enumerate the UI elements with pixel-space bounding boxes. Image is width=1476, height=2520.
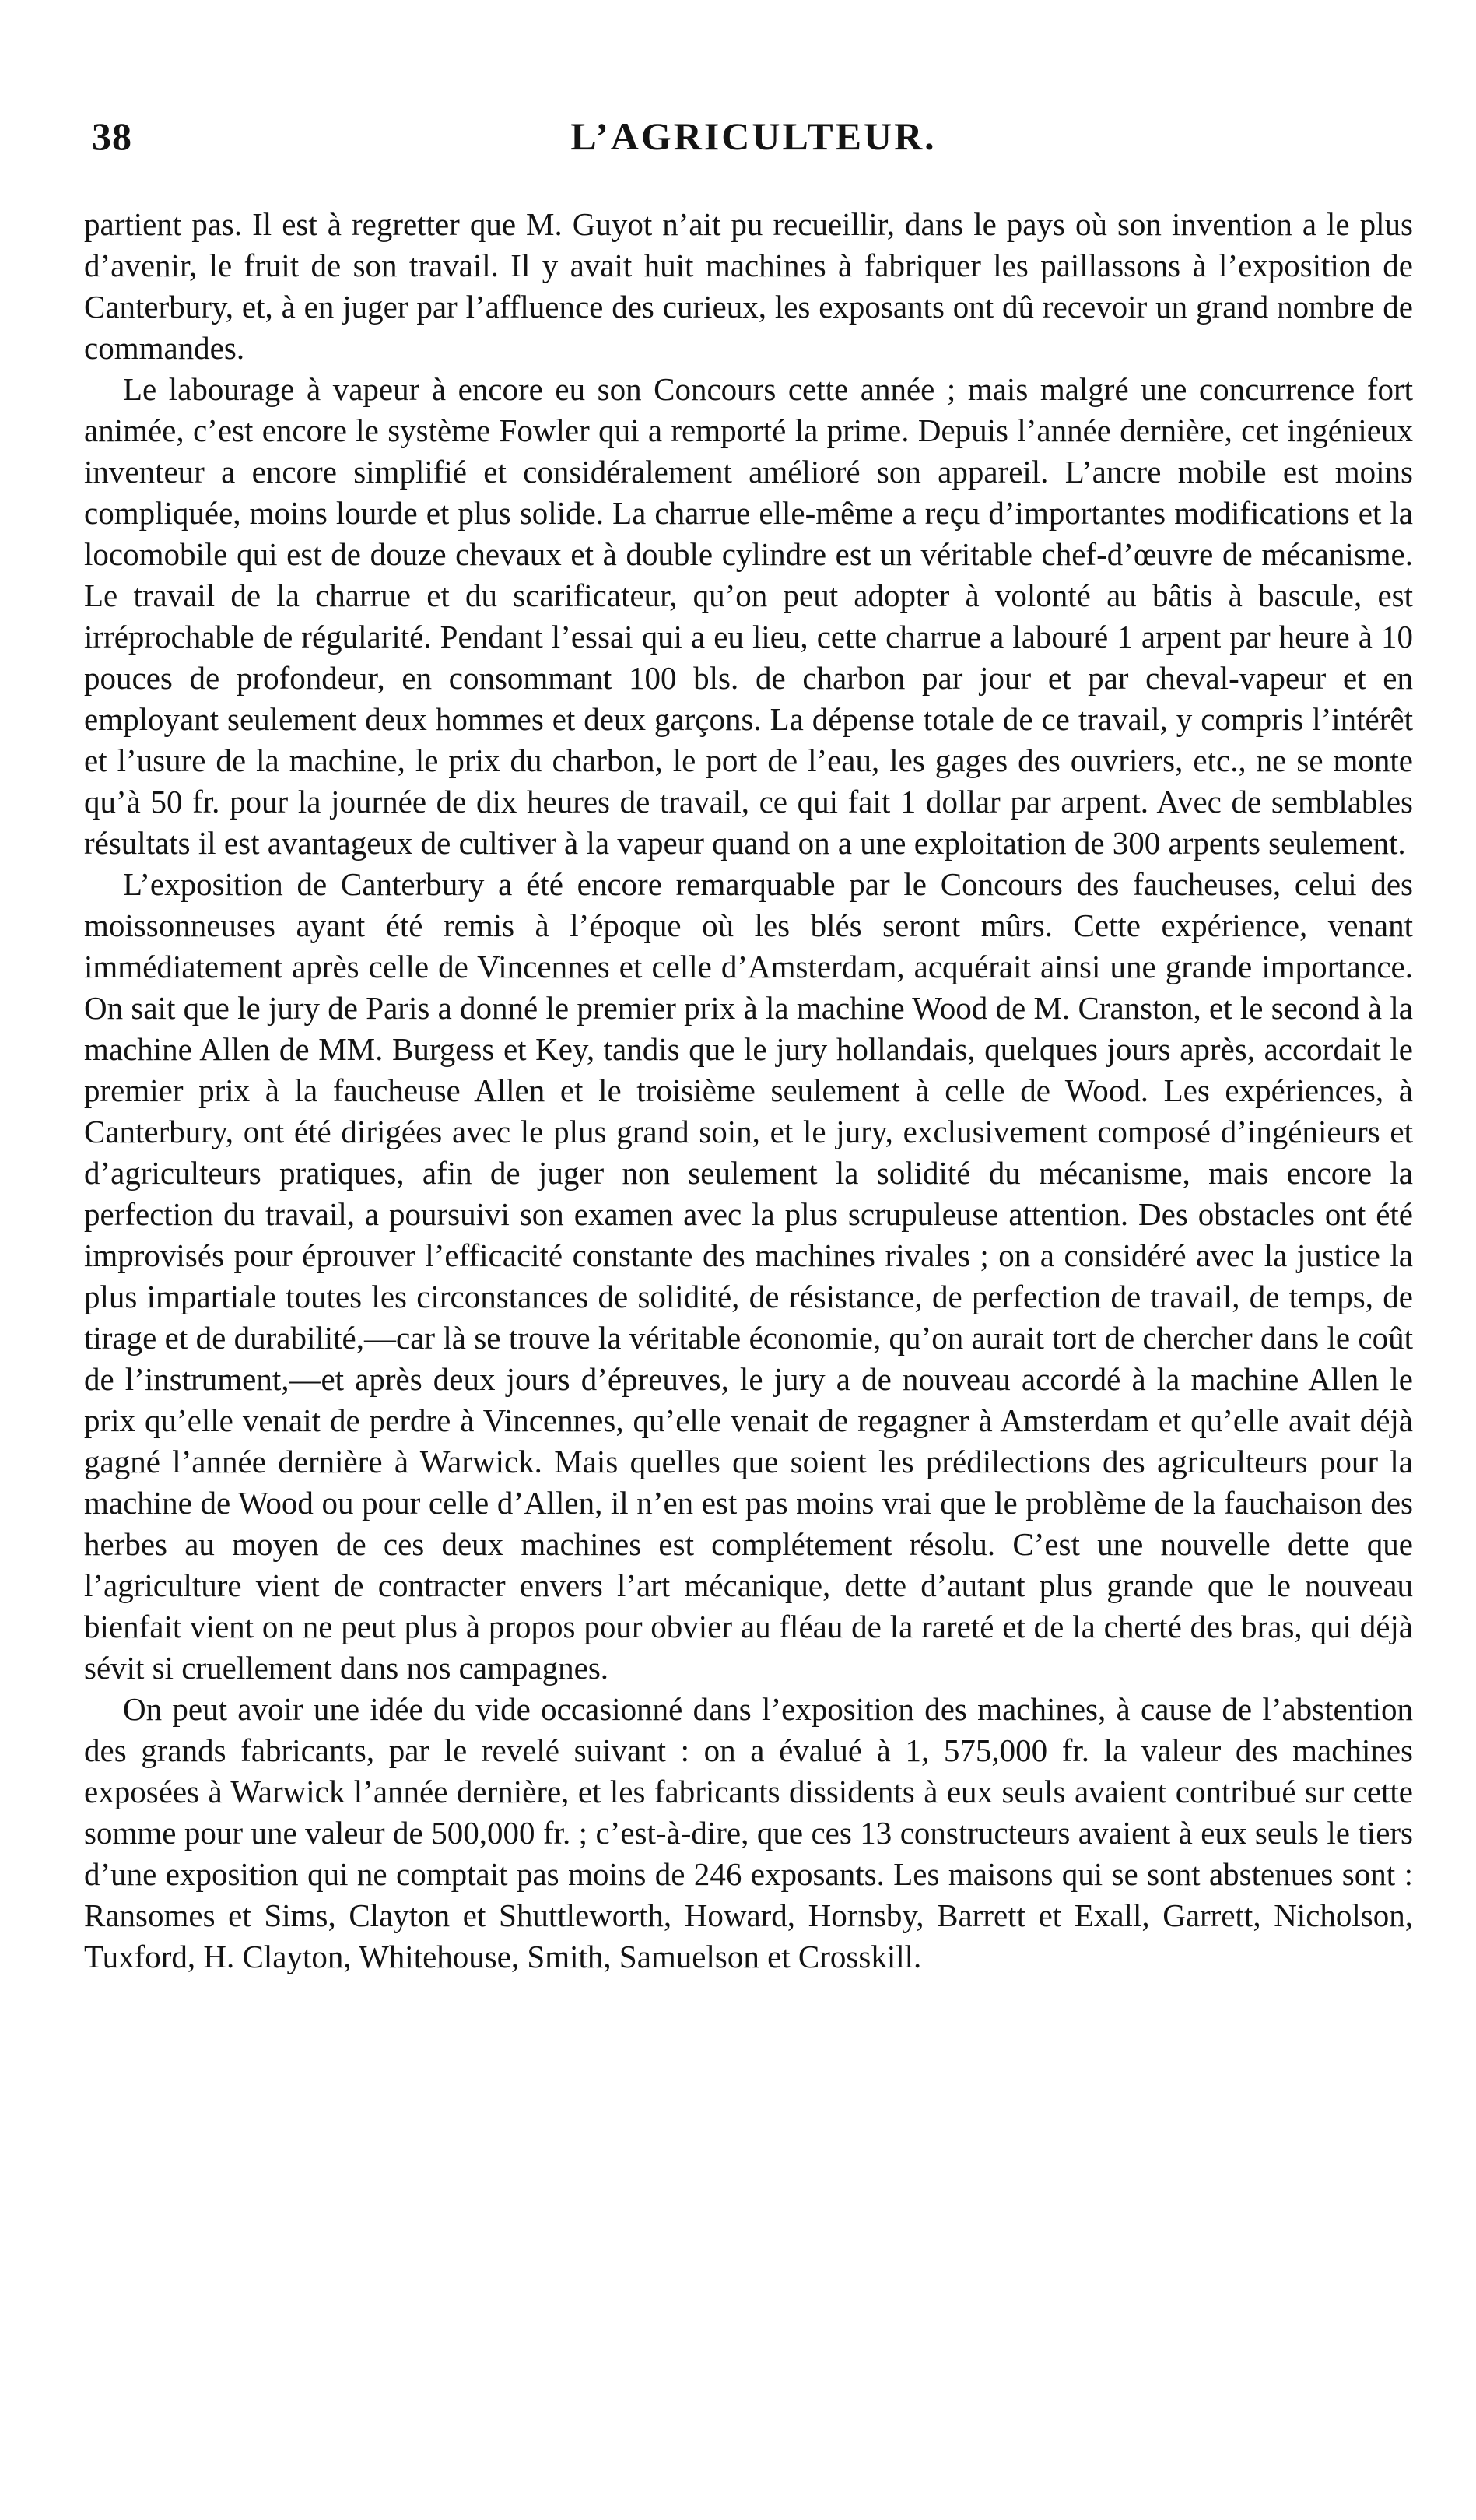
- paragraph-mowers-contest: L’exposition de Canterbury a été encore remarquable par le Concours des faucheuses, celui des moissonneuses ayant été remis à l’époque où les blés seront mûrs. Cette expérience, venant immédiatement après celle de Vincennes et celle d’Amsterdam, acquérait ainsi une grande importance. On sait que le jury de Paris a donné le premier prix à la machine Wood de M. Cranston, et le second à la machine Allen de MM. Burgess et Key, tandis que le jury hollandais, quelques jours après, accordait le premier prix à la faucheuse Allen et le troisième seulement à celle de Wood. Les expériences, à Canterbury, ont été dirigées avec le plus grand soin, et le jury, exclusivement composé d’ingénieurs et d’agriculteurs pratiques, afin de juger non seulement la solidité du mécanisme, mais encore la perfection du travail, a poursuivi son examen avec la plus scrupuleuse attention. Des obstacles ont été improvisés pour éprouver l’efficacité constante des machines rivales ; on a considéré avec la justice la plus impartiale toutes les circonstances de solidité, de résistance, de perfection de travail, de temps, de tirage et de durabilité,—car là se trouve la véritable économie, qu’on aurait tort de chercher dans le coût de l’instrument,—et après deux jours d’épreuves, le jury a de nouveau accordé à la machine Allen le prix qu’elle venait de perdre à Vincennes, qu’elle venait de regagner à Amsterdam et qu’elle avait déjà gagné l’année dernière à Warwick. Mais quelles que soient les prédilections des agriculteurs pour la machine de Wood ou pour celle d’Allen, il n’en est pas moins vrai que le problème de la fauchaison des herbes au moyen de ces deux machines est complétement résolu. C’est une nouvelle dette que l’agriculture vient de contracter envers l’art mécanique, dette d’autant plus grande que le nouveau bienfait vient on ne peut plus à propos pour obvier au fléau de la rareté et de la cherté des bras, qui déjà sévit si cruellement dans nos campagnes.: [84, 866, 1413, 1686]
- page-number: 38: [92, 114, 132, 158]
- body-text: [84, 204, 1413, 1978]
- page-header: [0, 109, 1476, 163]
- paragraph-absent-manufacturers: On peut avoir une idée du vide occasionné dans l’exposition des machines, à cause de l’abstention des grands fabricants, par le revelé suivant : on a évalué à 1, 575,000 fr. la valeur des machines exposées à Warwick l’année dernière, et les fabricants dissidents à eux seuls avaient contribué sur cette somme pour une valeur de 500,000 fr. ; c’est-à-dire, que ces 13 constructeurs avaient à eux seuls le tiers d’une exposition qui ne comptait pas moins de 246 exposants. Les maisons qui se sont abstenues sont : Ransomes et Sims, Clayton et Shuttleworth, Howard, Hornsby, Barrett et Exall, Garrett, Nicholson, Tuxford, H. Clayton, Whitehouse, Smith, Samuelson et Crosskill.: [84, 1691, 1413, 1974]
- paragraph-continued: partient pas. Il est à regretter que M. Guyot n’ait pu recueillir, dans le pays où son invention a le plus d’avenir, le fruit de son travail. Il y avait huit machines à fabriquer les paillassons à l’exposition de Canterbury, et, à en juger par l’affluence des curieux, les exposants ont dû recevoir un grand nombre de commandes.: [84, 206, 1413, 366]
- paragraph-steam-ploughing: Le labourage à vapeur à encore eu son Concours cette année ; mais malgré une concurrence fort animée, c’est encore le système Fowler qui a remporté la prime. Depuis l’année dernière, cet ingénieux inventeur a encore simplifié et considéralement amélioré son appareil. L’ancre mobile est moins compliquée, moins lourde et plus solide. La charrue elle-même a reçu d’importantes modifications et la locomobile qui est de douze chevaux et à double cylindre est un véritable chef-d’œuvre de mécanisme. Le travail de la charrue et du scarificateur, qu’on peut adopter à volonté au bâtis à bascule, est irréprochable de régularité. Pendant l’essai qui a eu lieu, cette charrue a labouré 1 arpent par heure à 10 pouces de profondeur, en consommant 100 bls. de charbon par jour et par cheval-vapeur et en employant seulement deux hommes et deux garçons. La dépense totale de ce travail, y compris l’intérêt et l’usure de la machine, le prix du charbon, le port de l’eau, les gages des ouvriers, etc., ne se monte qu’à 50 fr. pour la journée de dix heures de travail, ce qui fait 1 dollar par arpent. Avec de semblables résultats il est avantageux de cultiver à la vapeur quand on a une exploitation de 300 arpents seulement.: [84, 371, 1413, 861]
- running-title: L’AGRICULTEUR.: [570, 114, 937, 158]
